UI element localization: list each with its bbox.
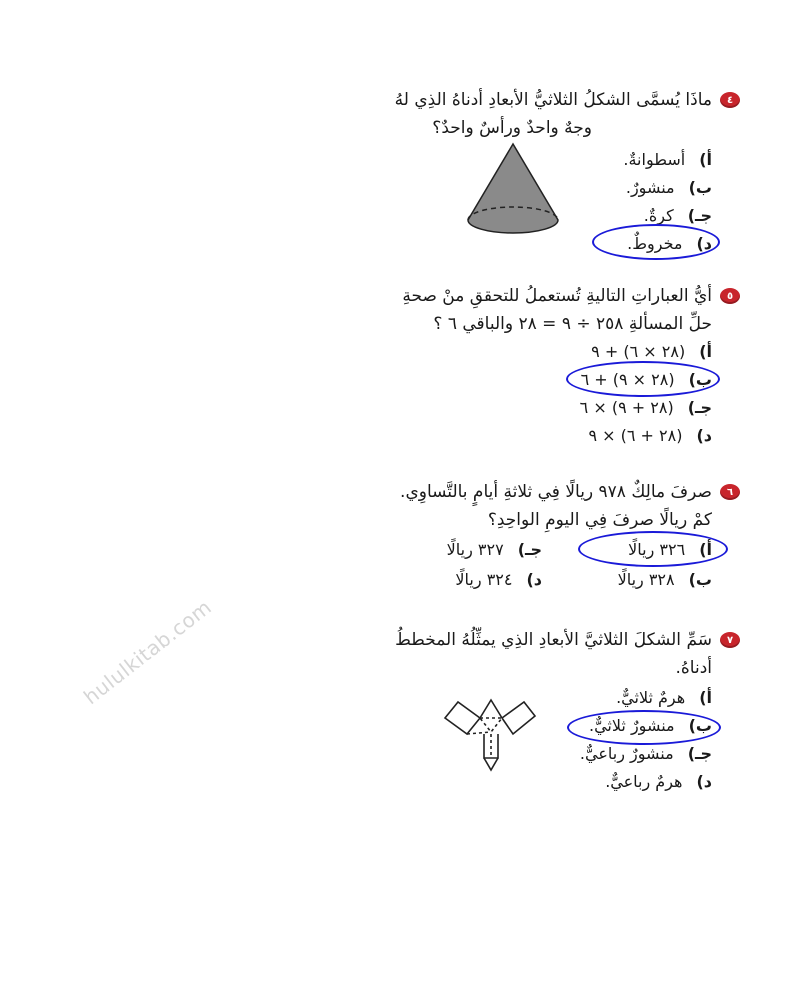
- option-c[interactable]: جـ)٣٢٧ ريالًا: [446, 540, 542, 559]
- option-a[interactable]: أ)هرمٌ ثلاثيٌّ.: [616, 688, 712, 707]
- option-c[interactable]: جـ)كرةٌ.: [643, 206, 712, 225]
- option-b[interactable]: ب)(٢٨ × ٩) + ٦: [580, 370, 712, 389]
- option-a[interactable]: أ)أسطوانةٌ.: [623, 150, 712, 169]
- option-a[interactable]: أ)٣٢٦ ريالًا: [628, 540, 712, 559]
- prism-net-diagram: [440, 688, 540, 778]
- answer-circle: [567, 710, 721, 745]
- option-b[interactable]: ب)منشورٌ ثلاثيٌّ.: [588, 716, 712, 735]
- question-number-badge: ٤: [720, 92, 740, 108]
- option-d[interactable]: د)مخروطٌ.: [627, 234, 712, 253]
- question-number-badge: ٥: [720, 288, 740, 304]
- option-d[interactable]: د)هرمٌ رباعيٌّ.: [605, 772, 712, 791]
- answer-circle: [566, 361, 720, 397]
- option-b[interactable]: ب)٣٢٨ ريالًا: [617, 570, 712, 589]
- watermark: hulul‍kitab.com: [79, 594, 217, 710]
- option-c[interactable]: جـ)(٢٨ + ٩) × ٦: [579, 398, 712, 417]
- question-stem-line: سَمِّ الشكلَ الثلاثيَّ الأبعادِ الذِي يمثِّلُهُ المخططُ: [395, 630, 712, 650]
- cone-diagram: [465, 140, 585, 240]
- option-a[interactable]: أ)(٢٨ × ٦) + ٩: [591, 342, 712, 361]
- question-stem-line: أدناهُ.: [675, 658, 712, 678]
- question-stem-line: وجهٌ واحدٌ ورأسٌ واحدٌ؟: [432, 118, 592, 138]
- option-d[interactable]: د)(٢٨ + ٦) × ٩: [588, 426, 712, 445]
- option-d[interactable]: د)٣٢٤ ريالًا: [455, 570, 542, 589]
- answer-circle: [578, 531, 728, 567]
- question-stem-line: صرفَ مالِكٌ ٩٧٨ ريالًا فِي ثلاثةِ أيامٍ بالتَّساوِي.: [400, 482, 712, 502]
- question-number-badge: ٦: [720, 484, 740, 500]
- answer-circle: [592, 224, 720, 260]
- question-stem-line: ماذَا يُسمَّى الشكلُ الثلاثيُّ الأبعادِ أدناهُ الذِي لهُ: [394, 90, 712, 110]
- question-number-badge: ٧: [720, 632, 740, 648]
- option-b[interactable]: ب)منشورٌ.: [625, 178, 712, 197]
- question-stem-line: كمْ ريالًا صرفَ فِي اليومِ الواحِدِ؟: [487, 510, 712, 530]
- option-c[interactable]: جـ)منشورٌ رباعيٌّ.: [579, 744, 712, 763]
- question-stem-line: أيُّ العباراتِ التاليةِ تُستعملُ للتحققِ منْ صحةِ: [402, 286, 712, 306]
- question-stem-line: حلِّ المسألةِ ٢٥٨ ÷ ٩ = ٢٨ والباقي ٦ ؟: [433, 314, 712, 334]
